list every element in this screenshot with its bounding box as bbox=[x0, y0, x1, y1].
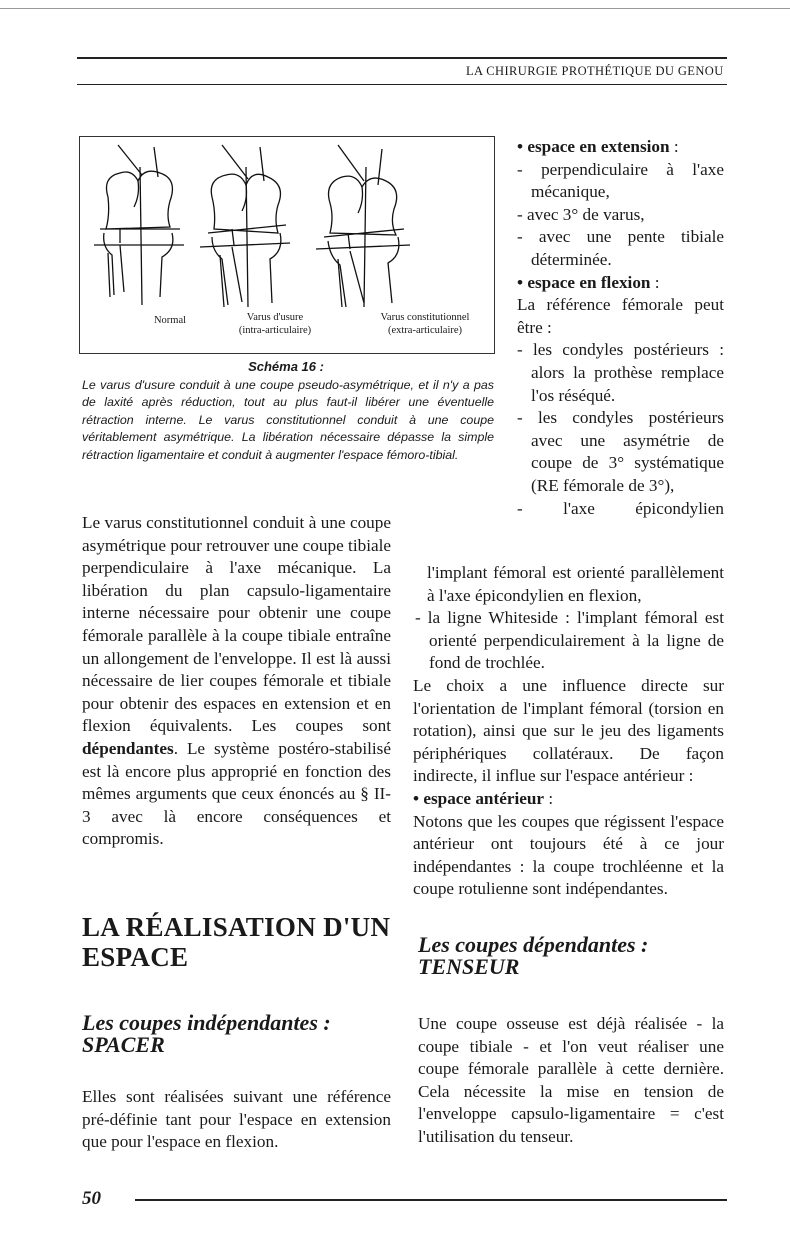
extension-item-2: - avec 3° de varus, bbox=[517, 204, 645, 224]
heading-espace-flexion: • espace en flexion bbox=[517, 272, 651, 292]
label-extra-articulaire: (extra-articulaire) bbox=[387, 325, 463, 336]
figure-caption-text: Le varus d'usure conduit à une coupe pseudo-asymétrique, et il n'y a pas de laxité après réduction, tout au plus faut-il libérer une éventuelle rétraction interne. Le varus constitutionnel conduit à une coupe véritablement asymétrique. La libération nécessaire dépasse la simple rétraction ligamentaire et conduit à augmenter l'espace fémoro-tibial. bbox=[82, 378, 494, 462]
paragraph-espace-anterieur: Notons que les coupes que régissent l'espace antérieur ont toujours été à ce jour indépendantes : la coupe trochléenne et la coupe rotulienne sont indépendantes. bbox=[413, 811, 724, 899]
subheading-tenseur: Les coupes dépendantes : TENSEUR bbox=[418, 932, 649, 979]
flexion-item-3-cont: l'implant fémoral est orienté parallèlement à l'axe épicondylien en flexion, bbox=[427, 563, 724, 605]
term-dependantes: dépendantes bbox=[82, 738, 174, 758]
extension-item-3: - avec une pente tibiale déterminée. bbox=[517, 227, 724, 269]
flexion-item-1: - les condyles postérieurs : alors la prothèse remplace l'os réséqué. bbox=[517, 340, 724, 405]
section-title: LA RÉALISATION D'UN ESPACE bbox=[82, 912, 391, 972]
figure-caption-title: Schéma 16 : bbox=[248, 359, 324, 374]
heading-espace-extension: • espace en extension bbox=[517, 137, 670, 156]
right-column-top: • espace en extension : - perpendiculaire à l'axe mécanique, - avec 3° de varus, - avec une pente tibiale déterminée. • espace en flexion : La référence fémorale peut être : - les condyles postérieurs : alors la prothèse remplace l'os réséqué. - les condyles postérieurs avec une asymétrie de coupe de 3° systématique (RE fémorale de 3°), - l'axe épicondylien bbox=[517, 136, 724, 520]
flexion-item-2: - les condyles postérieurs avec une asymétrie de coupe de 3° systématique (RE fémorale de 3°), bbox=[517, 408, 724, 495]
extension-item-1: - perpendiculaire à l'axe mécanique, bbox=[517, 159, 724, 202]
page-number: 50 bbox=[82, 1188, 101, 1209]
spacer-paragraph: Elles sont réalisées suivant une référence pré-définie tant pour l'espace en extension que pour l'espace en flexion. bbox=[82, 1087, 391, 1152]
knee-varus-constitutionnel-drawing bbox=[316, 145, 410, 307]
label-intra-articulaire: (intra-articulaire) bbox=[238, 325, 312, 336]
paragraph-choix: Le choix a une influence directe sur l'orientation de l'implant fémoral (torsion en rotation), ainsi que sur le jeu des ligaments périphériques collatéraux. De façon indirecte, il influe sur l'espace antérieur : bbox=[413, 675, 724, 786]
top-rule bbox=[0, 8, 790, 9]
left-column-paragraph: Le varus constitutionnel conduit à une coupe asymétrique pour retrouver une coupe tibiale perpendiculaire à l'axe mécanique. La libération du plan capsulo-ligamentaire interne nécessaire pour obtenir une coupe fémorale parallèle à la coupe tibiale entraîne un allongement de l'enveloppe. Il est là aussi nécessaire de lier coupes fémorale et tibiale pour obtenir des espaces en extension et en flexion équivalents. Les coupes sont dépendantes. Le système postéro-stabilisé est là encore plus approprié en fonction des mêmes arguments que ceux énoncés au § II-3 avec là encore conséquences et compromis. bbox=[82, 513, 391, 849]
flexion-intro: La référence fémorale peut être : bbox=[517, 295, 724, 337]
footer-rule bbox=[135, 1199, 727, 1201]
label-normal: Normal bbox=[153, 315, 187, 326]
flexion-item-3-start: - l'axe épicondylien bbox=[517, 498, 724, 518]
running-header: LA CHIRURGIE PROTHÉTIQUE DU GENOU bbox=[466, 64, 724, 78]
label-varus-usure: Varus d'usure bbox=[246, 312, 304, 323]
right-column-lower: l'implant fémoral est orienté parallèlement à l'axe épicondylien en flexion, - la ligne Whiteside : l'implant fémoral est orienté perpendiculairement à la ligne de fond de trochlée. Le choix a une influence directe sur l'orientation de l'implant fémoral (torsion en rotation), ainsi que sur le jeu des ligaments périphériques collatéraux. De façon indirecte, il influe sur l'espace antérieur : • espace antérieur : Notons que les coupes que régissent l'espace antérieur ont toujours été à ce jour indépendantes : la coupe trochléenne et la coupe rotulienne sont indépendantes. bbox=[413, 562, 724, 901]
header-rule-bottom bbox=[77, 84, 727, 85]
flexion-item-4: - la ligne Whiteside : l'implant fémoral est orienté perpendiculairement à la ligne de fond de trochlée. bbox=[415, 608, 724, 673]
knee-normal-drawing bbox=[94, 145, 184, 305]
subheading-spacer: Les coupes indépendantes : SPACER bbox=[82, 1010, 331, 1057]
knee-diagram bbox=[80, 137, 494, 317]
header-rule-top bbox=[77, 57, 727, 59]
figure-schema-16 bbox=[79, 136, 495, 354]
tenseur-paragraph: Une coupe osseuse est déjà réalisée - la coupe tibiale - et l'on veut réaliser une coupe fémorale parallèle à cette dernière. Cela nécessite la mise en tension de l'enveloppe capsulo-ligamentaire = c'est l'utilisation du tenseur. bbox=[418, 1014, 724, 1146]
knee-varus-usure-drawing bbox=[200, 145, 290, 307]
heading-espace-anterieur: • espace antérieur bbox=[413, 788, 545, 808]
label-varus-constitutionnel: Varus constitutionnel bbox=[380, 312, 470, 323]
